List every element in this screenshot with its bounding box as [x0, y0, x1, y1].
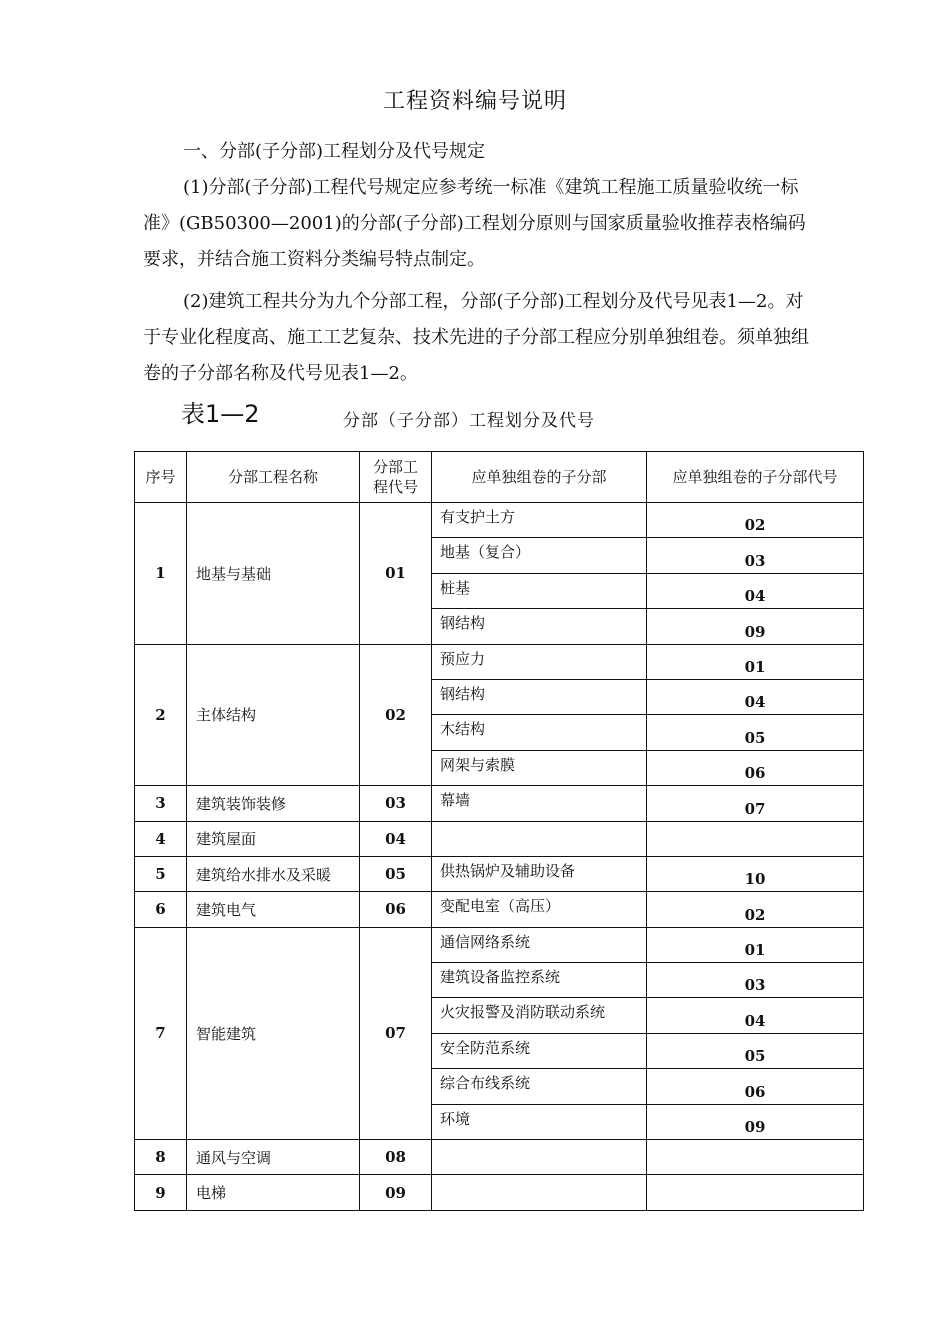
division-code: 04: [360, 821, 432, 856]
subdivision-code: 04: [647, 573, 864, 608]
subdivision-name: [432, 1140, 647, 1175]
subdivision-code: 09: [647, 1104, 864, 1139]
subdivision-name: 火灾报警及消防联动系统: [432, 998, 647, 1033]
section-heading: 一、分部(子分部)工程划分及代号规定: [183, 141, 486, 162]
subdivision-code: 09: [647, 609, 864, 644]
table-row: [135, 927, 864, 962]
division-name: 建筑给水排水及采暖: [187, 856, 360, 891]
subdivision-name: 综合布线系统: [432, 1069, 647, 1104]
subdivision-name: [432, 821, 647, 856]
subdivision-code: 03: [647, 538, 864, 573]
table-body: [135, 503, 864, 1211]
subdivision-code: [647, 1140, 864, 1175]
subdivision-code: 02: [647, 892, 864, 927]
division-number: 2: [135, 644, 187, 786]
division-code: 08: [360, 1140, 432, 1175]
paragraph-2: (2)建筑工程共分为九个分部工程，分部(子分部)工程划分及代号见表1—2。对于专业化程度高、施工工艺复杂、技术先进的子分部工程应分别单独组卷。须单独组卷的子分部名称及代号见表1—2。: [143, 291, 809, 384]
table-row: [135, 856, 864, 891]
division-number: 9: [135, 1175, 187, 1210]
division-name: 电梯: [187, 1175, 360, 1210]
division-name: 智能建筑: [187, 927, 360, 1139]
table-row: [135, 503, 864, 538]
subdivision-code: 04: [647, 998, 864, 1033]
division-code-table: [134, 451, 864, 1211]
subdivision-name: 变配电室（高压）: [432, 892, 647, 927]
subdivision-code: 06: [647, 750, 864, 785]
subdivision-name: [432, 1175, 647, 1210]
division-number: 8: [135, 1140, 187, 1175]
division-name: 通风与空调: [187, 1140, 360, 1175]
division-code: 01: [360, 503, 432, 645]
subdivision-code: [647, 821, 864, 856]
subdivision-name: 幕墙: [432, 786, 647, 821]
table-row: [135, 1175, 864, 1210]
subdivision-name: 通信网络系统: [432, 927, 647, 962]
subdivision-name: 桩基: [432, 573, 647, 608]
subdivision-name: 环境: [432, 1104, 647, 1139]
subdivision-name: 网架与索膜: [432, 750, 647, 785]
division-code: 06: [360, 892, 432, 927]
table-row: [135, 644, 864, 679]
header-division-name: 分部工程名称: [187, 452, 360, 503]
header-subdivision-name: 应单独组卷的子分部: [432, 452, 647, 503]
subdivision-code: 03: [647, 963, 864, 998]
division-name: 地基与基础: [187, 503, 360, 645]
division-number: 5: [135, 856, 187, 891]
division-code: 02: [360, 644, 432, 786]
document-title: 工程资料编号说明: [382, 89, 567, 114]
subdivision-code: 06: [647, 1069, 864, 1104]
table-row: [135, 821, 864, 856]
division-number: 6: [135, 892, 187, 927]
subdivision-name: 安全防范系统: [432, 1033, 647, 1068]
subdivision-name: 建筑设备监控系统: [432, 963, 647, 998]
division-number: 7: [135, 927, 187, 1139]
table-row: [135, 1140, 864, 1175]
division-number: 4: [135, 821, 187, 856]
division-name: 主体结构: [187, 644, 360, 786]
division-name: 建筑装饰装修: [187, 786, 360, 821]
subdivision-code: 01: [647, 927, 864, 962]
division-name: 建筑电气: [187, 892, 360, 927]
table-number-label: 表1—2: [181, 400, 260, 428]
subdivision-name: 木结构: [432, 715, 647, 750]
subdivision-name: 地基（复合）: [432, 538, 647, 573]
division-number: 1: [135, 503, 187, 645]
table-row: [135, 786, 864, 821]
division-code: 03: [360, 786, 432, 821]
header-division-code: 分部工程代号: [360, 452, 432, 503]
subdivision-code: [647, 1175, 864, 1210]
subdivision-code: 05: [647, 715, 864, 750]
subdivision-code: 04: [647, 679, 864, 714]
subdivision-name: 钢结构: [432, 679, 647, 714]
subdivision-code: 07: [647, 786, 864, 821]
header-subdivision-code: 应单独组卷的子分部代号: [647, 452, 864, 503]
subdivision-code: 05: [647, 1033, 864, 1068]
division-number: 3: [135, 786, 187, 821]
table-row: [135, 892, 864, 927]
division-name: 建筑屋面: [187, 821, 360, 856]
division-code: 05: [360, 856, 432, 891]
subdivision-name: 供热锅炉及辅助设备: [432, 856, 647, 891]
subdivision-name: 钢结构: [432, 609, 647, 644]
subdivision-name: 预应力: [432, 644, 647, 679]
subdivision-code: 02: [647, 503, 864, 538]
division-code: 07: [360, 927, 432, 1139]
division-code: 09: [360, 1175, 432, 1210]
table-header-row: [135, 452, 864, 503]
subdivision-name: 有支护土方: [432, 503, 647, 538]
table-caption: 分部（子分部）工程划分及代号: [343, 411, 595, 431]
paragraph-1: (1)分部(子分部)工程代号规定应参考统一标准《建筑工程施工质量验收统一标准》(GB50300—2001)的分部(子分部)工程划分原则与国家质量验收推荐表格编码要求，并结合施工资料分类编号特点制定。: [143, 177, 806, 270]
header-seq: 序号: [135, 452, 187, 503]
subdivision-code: 10: [647, 856, 864, 891]
subdivision-code: 01: [647, 644, 864, 679]
